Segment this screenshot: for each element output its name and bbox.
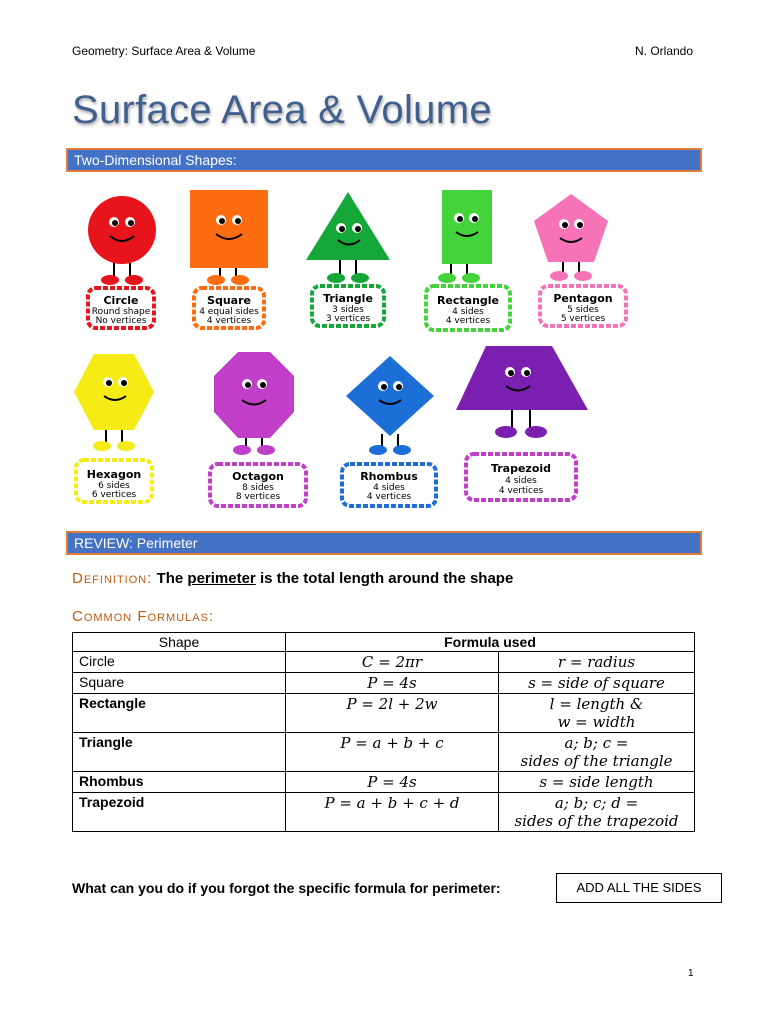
definition-line [72, 570, 513, 587]
shape-square [190, 190, 268, 285]
shape-name-rhombus: Rhombus [360, 470, 418, 483]
square-body [190, 190, 268, 268]
page-number: 1 [688, 968, 694, 979]
shape-octagon [214, 352, 294, 455]
label-card-square [194, 288, 264, 328]
shape-name-hexagon: Hexagon [86, 468, 142, 481]
shape-line2-trapezoid: 4 vertices [498, 486, 544, 496]
cell-shape: Triangle [73, 733, 286, 772]
label-card-triangle [312, 286, 384, 326]
cell-note: s = side length [499, 772, 695, 793]
shape-name-rectangle: Rectangle [436, 294, 500, 307]
section-band-perimeter: REVIEW: Perimeter [66, 531, 702, 555]
rectangle-body [442, 190, 492, 264]
shape-name-circle: Circle [103, 294, 139, 307]
triangle-body [306, 192, 390, 260]
cell-note: a; b; c; d = sides of the trapezoid [499, 793, 695, 832]
shape-line2-rectangle: 4 vertices [445, 316, 491, 326]
label-card-rectangle [426, 286, 510, 330]
cell-note-line2: sides of the triangle [520, 752, 673, 770]
definition-pre: The [156, 570, 188, 587]
cell-formula: P = 4s [286, 673, 499, 694]
cell-note: r = radius [499, 652, 695, 673]
shape-line2-triangle: 3 vertices [325, 314, 371, 324]
shape-rectangle [438, 190, 492, 283]
shape-line2-octagon: 8 vertices [235, 492, 281, 502]
shape-name-triangle: Triangle [323, 292, 373, 305]
cell-note: l = length & w = width [499, 694, 695, 733]
cell-note: s = side of square [499, 673, 695, 694]
label-card-octagon [210, 464, 306, 506]
octagon-body [214, 352, 294, 438]
shape-line1-rectangle: 4 sides [452, 307, 484, 317]
trapezoid-body [456, 346, 588, 410]
table-row [73, 772, 695, 793]
shape-line1-circle: Round shape [91, 307, 151, 317]
shape-name-octagon: Octagon [232, 470, 284, 483]
cell-formula: P = a + b + c [286, 733, 499, 772]
label-card-trapezoid [466, 454, 576, 500]
shape-line1-square: 4 equal sides [199, 307, 259, 317]
shape-line1-triangle: 3 sides [332, 305, 364, 315]
shape-pentagon [534, 194, 608, 281]
definition-label: Definition: [72, 570, 153, 587]
label-card-rhombus [342, 464, 436, 506]
cell-shape: Square [73, 673, 286, 694]
page-title: Surface Area & Volume [72, 88, 492, 132]
definition-term: perimeter [187, 570, 256, 587]
hexagon-body [74, 354, 154, 430]
shape-line1-pentagon: 5 sides [567, 305, 599, 315]
shape-line2-rhombus: 4 vertices [366, 492, 412, 502]
table-row [73, 694, 695, 733]
shape-name-pentagon: Pentagon [553, 292, 613, 305]
rhombus-body [346, 356, 434, 436]
pentagon-body [534, 194, 608, 262]
formula-table [72, 632, 695, 832]
formulas-heading: Common Formulas: [72, 608, 215, 625]
table-row [73, 793, 695, 832]
cell-shape: Trapezoid [73, 793, 286, 832]
cell-shape: Rectangle [73, 694, 286, 733]
table-row [73, 733, 695, 772]
shape-line1-rhombus: 4 sides [373, 483, 405, 493]
cell-shape: Rhombus [73, 772, 286, 793]
shapes-illustration [66, 182, 706, 522]
perimeter-question: What can you do if you forgot the specific formula for perimeter: [72, 880, 501, 896]
cell-formula: C = 2πr [286, 652, 499, 673]
cell-shape: Circle [73, 652, 286, 673]
shape-rhombus [346, 356, 434, 455]
shape-trapezoid [456, 346, 588, 438]
cell-note: a; b; c = sides of the triangle [499, 733, 695, 772]
col-header-formula: Formula used [286, 633, 695, 652]
shape-name-square: Square [207, 294, 251, 307]
cell-formula: P = 2l + 2w [286, 694, 499, 733]
table-row [73, 652, 695, 673]
answer-box: ADD ALL THE SIDES [556, 873, 722, 903]
shape-line2-hexagon: 6 vertices [91, 490, 137, 500]
table-row [73, 673, 695, 694]
shape-line1-trapezoid: 4 sides [505, 476, 537, 486]
definition-post: is the total length around the shape [255, 570, 514, 587]
header-right: N. Orlando [635, 44, 694, 58]
circle-body [88, 196, 156, 264]
shape-line1-octagon: 8 sides [242, 483, 274, 493]
cell-note-line2: w = width [557, 713, 636, 731]
label-card-circle [88, 288, 154, 328]
header-left: Geometry: Surface Area & Volume [72, 44, 256, 58]
col-header-shape: Shape [73, 633, 286, 652]
shape-line1-hexagon: 6 sides [98, 481, 130, 491]
cell-formula: P = 4s [286, 772, 499, 793]
label-card-pentagon [540, 286, 626, 326]
shape-hexagon [74, 354, 154, 451]
shape-line2-pentagon: 5 vertices [560, 314, 606, 324]
cell-formula: P = a + b + c + d [286, 793, 499, 832]
label-card-hexagon [76, 460, 152, 502]
shape-line2-square: 4 vertices [206, 316, 252, 326]
section-band-shapes: Two-Dimensional Shapes: [66, 148, 702, 172]
shape-line2-circle: No vertices [95, 316, 147, 326]
cell-note-line2: sides of the trapezoid [514, 812, 679, 830]
shape-circle [88, 196, 156, 285]
shape-name-trapezoid: Trapezoid [490, 462, 552, 475]
shape-triangle [306, 192, 390, 283]
